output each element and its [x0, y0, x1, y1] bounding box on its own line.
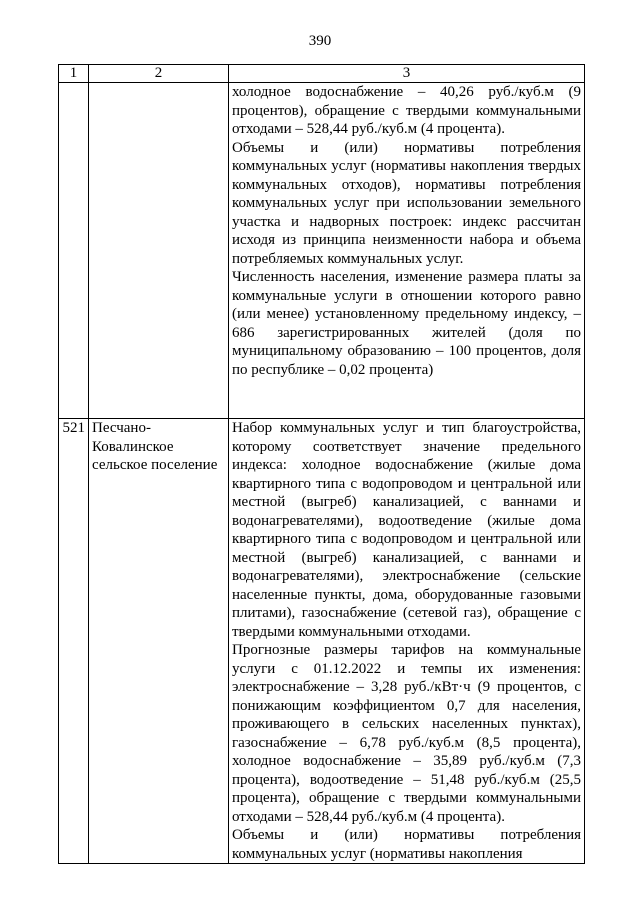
tariff-table: [58, 64, 585, 864]
paragraph: Набор коммунальных услуг и тип благоустройства, которому соответствует значение предельного индекса: холодное водоснабжение (жилые дома квартирного типа с водопроводом и центральной или местной (выгреб) канализацией, с ваннами и водонагревателями), водоотведение (жилые дома квартирного типа с водопроводом и центральной или местной (выгреб) канализацией, с ваннами и водонагревателями), электроснабжение (сельские населенные пункты, дома, оборудованные газовыми плитами), газоснабжение (сетевой газ), обращение с твердыми коммунальными отходами.: [232, 420, 581, 640]
header-col-2: 2: [89, 65, 229, 83]
header-col-1: 1: [59, 65, 89, 83]
row-number: [59, 83, 89, 419]
paragraph: Объемы и (или) нормативы потребления коммунальных услуг (нормативы накопления твердых коммунальных отходов), нормативы потребления коммунальных услуг при использовании земельного участка и надворных построек: индекс рассчитан исходя из принципа неизменности набора и объема потребляемых коммунальных услуг.: [232, 139, 581, 267]
table-header-row: [59, 65, 585, 83]
row-description: [229, 419, 585, 864]
table-row: [59, 419, 585, 864]
page-number: 390: [308, 33, 332, 49]
municipality-name: [89, 83, 229, 419]
header-col-3: 3: [229, 65, 585, 83]
paragraph: Численность населения, изменение размера платы за коммунальные услуги в отношении которого равно (или менее) установленному предельному индексу, – 686 зарегистрированных жителей (доля по муниципальному образованию – 100 процентов, доля по республике – 0,02 процента): [232, 269, 581, 378]
paragraph: Прогнозные размеры тарифов на коммунальные услуги с 01.12.2022 и темпы их изменения: электроснабжение – 3,28 руб./кВт·ч (9 процентов, с понижающим коэффициентом 0,7 для населения, проживающего в сельских населенных пунктах), газоснабжение – 6,78 руб./куб.м (8,5 процента), холодное водоснабжение – 35,89 руб./куб.м (7,3 процента), водоотведение – 51,48 руб./куб.м (25,5 процента), обращение с твердыми коммунальными отходами – 528,44 руб./куб.м (4 процента).: [232, 642, 581, 825]
table-row: [59, 83, 585, 419]
row-number: 521: [59, 419, 89, 864]
paragraph: холодное водоснабжение – 40,26 руб./куб.м (9 процентов), обращение с твердыми коммунальными отходами – 528,44 руб./куб.м (4 процента).: [232, 84, 581, 137]
municipality-name: Песчано-Ковалинское сельское поселение: [89, 419, 229, 864]
row-description: [229, 83, 585, 419]
paragraph: Объемы и (или) нормативы потребления коммунальных услуг (нормативы накопления: [232, 827, 581, 862]
